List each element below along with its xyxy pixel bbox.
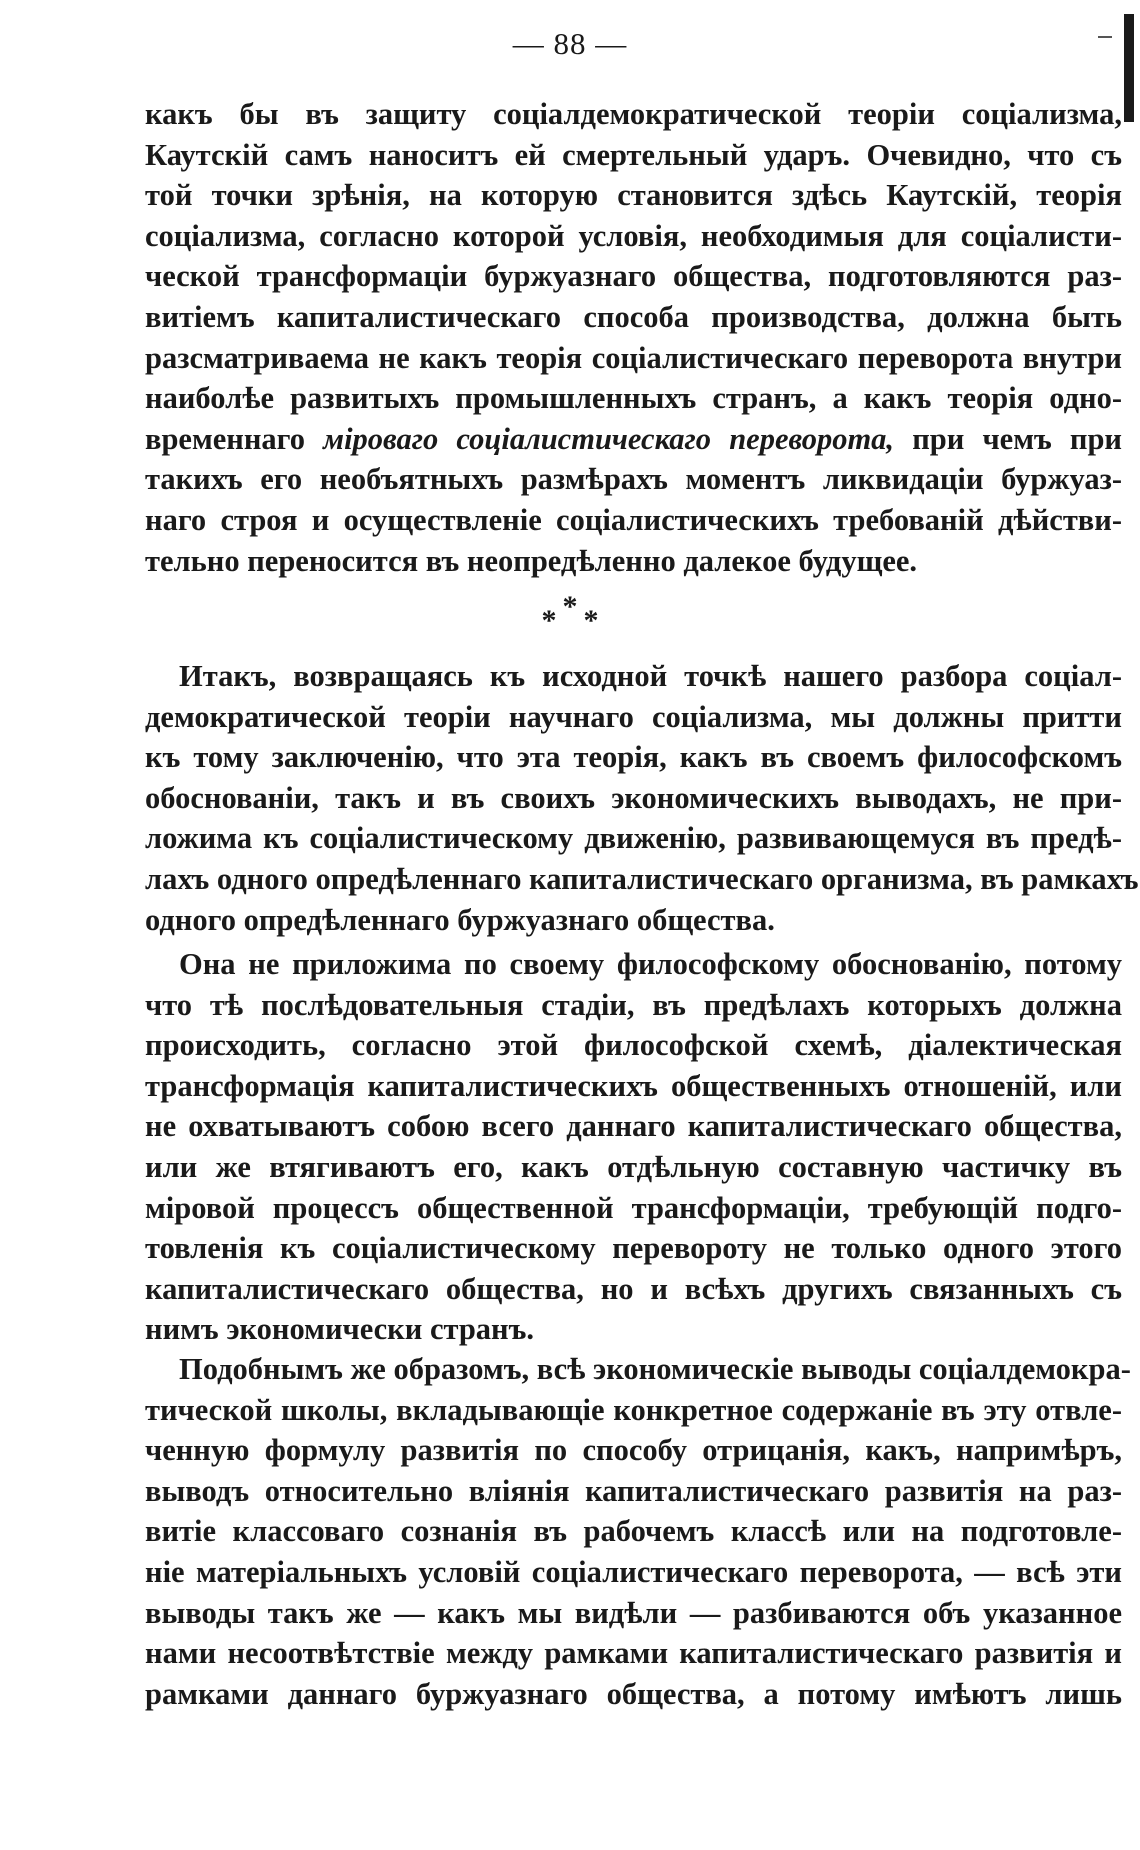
section-separator [0, 590, 1140, 637]
text-line: такихъ его необъятныхъ размѣрахъ моментъ ликвидаціи буржуаз- [145, 462, 1122, 497]
text-line: ніе матеріальныхъ условій соціалистическаго переворота, — всѣ эти [145, 1554, 1122, 1589]
text-line: Итакъ, возвращаясь къ исходной точкѣ нашего разбора соціал- [179, 659, 1122, 693]
text-line: нами несоотвѣтствіе между рамками капиталистическаго развитія и [145, 1636, 1122, 1671]
text-line: разсматриваема не какъ теорія соціалистическаго переворота внутри [145, 340, 1122, 375]
text-line-with-emphasis [145, 419, 1122, 460]
text-line: соціализма, согласно которой условія, необходимыя для соціалисти- [145, 218, 1122, 253]
text-line: къ тому заключенію, что эта теорія, какъ въ своемъ философскомъ [145, 740, 1122, 775]
text-line: или же втягиваютъ его, какъ отдѣльную составную частичку въ [145, 1149, 1122, 1184]
line-segment: временнаго [145, 421, 306, 456]
text-line: наиболѣе развитыхъ промышленныхъ странъ, а какъ теорія одно- [145, 381, 1122, 416]
text-line: Подобнымъ же образомъ, всѣ экономическіе выводы соціалдемокра- [179, 1352, 1131, 1386]
text-line: выводы такъ же — какъ мы видѣли — разбиваются объ указанное [145, 1595, 1122, 1630]
text-line: витіе классоваго сознанія въ рабочемъ классѣ или на подготовле- [145, 1514, 1122, 1549]
text-line: обоснованіи, такъ и въ своихъ экономическихъ выводахъ, не при- [145, 780, 1122, 815]
text-line: не охватываютъ собою всего даннаго капиталистическаго общества, [145, 1109, 1122, 1144]
page-number: — 88 — [512, 26, 628, 61]
text-line: ложима къ соціалистическому движенію, развивающемуся въ предѣ- [145, 821, 1122, 856]
text-line: наго строя и осуществленіе соціалистическихъ требованій дѣйстви- [145, 502, 1122, 537]
asterisk: * [541, 604, 557, 637]
text-line: той точки зрѣнія, на которую становится здѣсь Каутскій, теорія [145, 178, 1122, 213]
text-line: происходить, согласно этой философской схемѣ, діалектическая [145, 1028, 1122, 1063]
asterisk: * [562, 590, 578, 623]
text-line: товленія къ соціалистическому перевороту не только одного этого [145, 1231, 1122, 1266]
paragraph-continued [145, 94, 1122, 581]
text-line: тельно переносится въ неопредѣленно далекое будущее. [145, 543, 918, 578]
paragraph-podobnym [145, 1349, 1131, 1714]
text-line: міровой процессъ общественной трансформаціи, требующій подго- [145, 1190, 1122, 1225]
text-line: рамками даннаго буржуазнаго общества, а потому имѣютъ лишь [145, 1676, 1122, 1711]
asterisk: * [583, 604, 599, 637]
text-line: капиталистическаго общества, но и всѣхъ другихъ связанныхъ съ [145, 1271, 1122, 1306]
text-line: Каутскій самъ наноситъ ей смертельный ударъ. Очевидно, что съ [145, 137, 1122, 172]
line-segment: при чемъ при [912, 421, 1122, 456]
paragraph-itak [145, 656, 1139, 940]
text-line: что тѣ послѣдовательныя стадіи, въ предѣлахъ которыхъ должна [145, 987, 1122, 1022]
text-line: трансформація капиталистическихъ общественныхъ отношеній, или [145, 1068, 1122, 1103]
text-line: нимъ экономически странъ. [145, 1312, 535, 1347]
text-line: лахъ одного опредѣленнаго капиталистическаго организма, въ рамкахъ [145, 861, 1139, 896]
text-line: ченную формулу развитія по способу отрицанія, какъ, напримѣръ, [145, 1433, 1122, 1468]
text-line: Она не приложима по своему философскому обоснованію, потому [179, 947, 1122, 981]
text-line: витіемъ капиталистическаго способа производства, должна быть [145, 299, 1122, 334]
emphasized-phrase: міроваго соціалистическаго переворота, [323, 421, 895, 456]
text-line: какъ бы въ защиту соціалдемократической теоріи соціализма, [145, 97, 1122, 131]
text-line: тической школы, вкладывающіе конкретное содержаніе въ эту отвле- [145, 1392, 1122, 1427]
paragraph-ona [145, 944, 1122, 1350]
text-line: одного опредѣленнаго буржуазнаго общества. [145, 902, 775, 937]
text-line: ческой трансформаціи буржуазнаго общества, подготовляются раз- [145, 259, 1122, 294]
text-line: демократической теоріи научнаго соціализма, мы должны притти [145, 699, 1122, 734]
text-line: выводъ относительно вліянія капиталистическаго развитія на раз- [145, 1473, 1122, 1508]
